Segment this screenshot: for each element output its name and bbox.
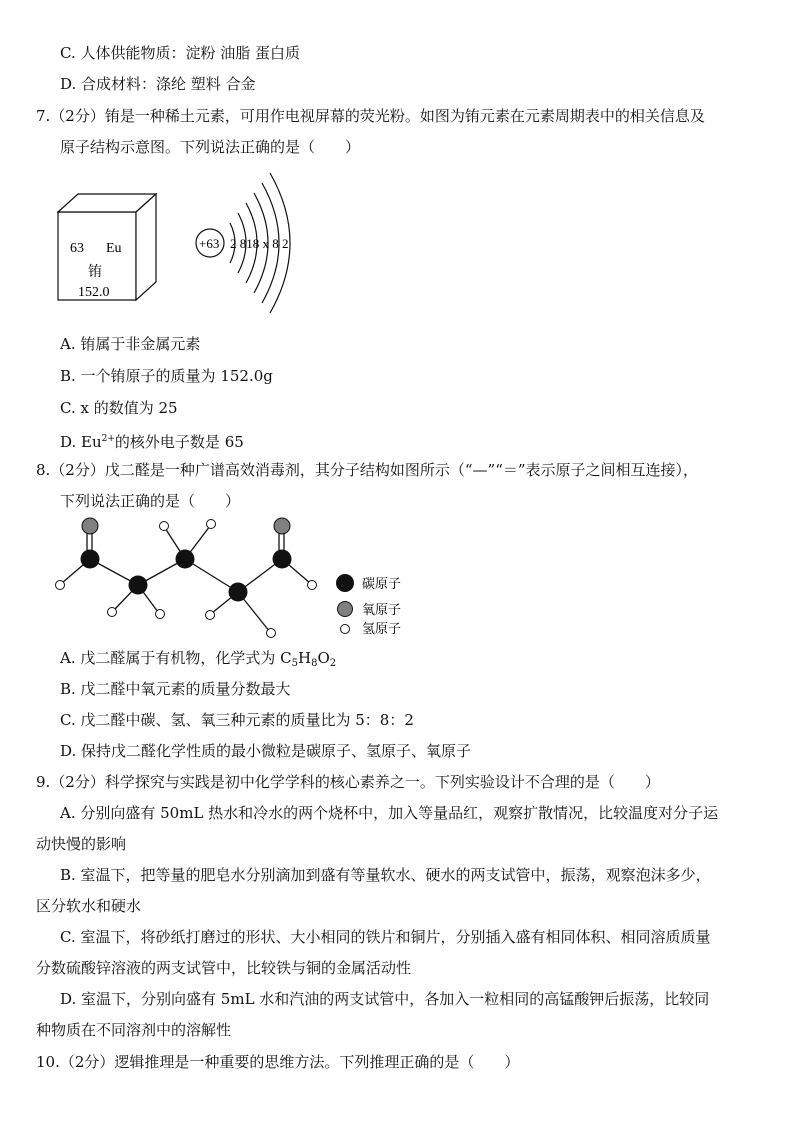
q8-option-b: B. 戊二醛中氧元素的质量分数最大 xyxy=(60,680,291,698)
q10-stem: 10.（2分）逻辑推理是一种重要的思维方法。下列推理正确的是（ ） xyxy=(36,1053,520,1071)
q9-option-b-line2: 区分软水和硬水 xyxy=(36,897,142,915)
q8-stem-line2: 下列说法正确的是（ ） xyxy=(60,492,241,510)
carbon-atom xyxy=(273,550,292,569)
oxygen-atom xyxy=(274,518,290,534)
q6-option-c: C. 人体供能物质：淀粉 油脂 蛋白质 xyxy=(60,44,301,62)
q8-option-c: C. 戊二醛中碳、氢、氧三种元素的质量比为 5：8：2 xyxy=(60,711,414,729)
q9-option-c-line1: C. 室温下，将砂纸打磨过的形状、大小相同的铁片和铜片，分别插入盛有相同体积、相同溶质质量 xyxy=(60,928,711,946)
hydrogen-atom xyxy=(108,608,117,617)
element-symbol: Eu xyxy=(106,241,122,256)
hydrogen-atom xyxy=(207,520,216,529)
q7-option-d: D. $Eu^{2+}$的核外电子数是 65 xyxy=(60,433,244,451)
hydrogen-atom xyxy=(267,629,276,638)
q7-stem-line2: 原子结构示意图。下列说法正确的是（ ） xyxy=(60,138,361,156)
legend-carbon-label: 碳原子 xyxy=(362,576,402,591)
nucleus-charge: +63 xyxy=(199,236,220,251)
q7-figure xyxy=(50,168,370,318)
q8-molecule-figure xyxy=(40,512,440,642)
hydrogen-atom xyxy=(160,522,169,531)
q9-option-b-line1: B. 室温下，把等量的肥皂水分别滴加到盛有等量软水、硬水的两支试管中，振荡，观察泡沫多少， xyxy=(60,866,711,884)
q9-option-a-line2: 动快慢的影响 xyxy=(36,835,127,853)
q7-option-c: C. x 的数值为 25 xyxy=(60,399,178,417)
element-mass: 152.0 xyxy=(78,285,110,300)
carbon-atom xyxy=(176,550,195,569)
q9-option-c-line2: 分数硫酸锌溶液的两支试管中，比较铁与铜的金属活动性 xyxy=(36,959,412,977)
q8-option-d: D. 保持戊二醛化学性质的最小微粒是碳原子、氢原子、氧原子 xyxy=(60,742,472,760)
q9-option-d-line2: 种物质在不同溶剂中的溶解性 xyxy=(36,1021,232,1039)
q9-option-d-line1: D. 室温下，分别向盛有 5mL 水和汽油的两支试管中，各加入一粒相同的高锰酸钾后振荡，比较同 xyxy=(60,990,710,1008)
q8-stem-line1: 8.（2分）戊二醛是一种广谱高效消毒剂，其分子结构如图所示（“—”“＝”表示原子之间相互连接）， xyxy=(36,461,699,479)
electron-shells: 2 818 x 8 2 xyxy=(230,236,289,251)
q6-option-d: D. 合成材料：涤纶 塑料 合金 xyxy=(60,75,256,93)
oxygen-atom xyxy=(82,518,98,534)
hydrogen-atom xyxy=(206,611,215,620)
q9-stem: 9.（2分）科学探究与实践是初中化学学科的核心素养之一。下列实验设计不合理的是（ ） xyxy=(36,773,660,791)
legend-carbon-marker xyxy=(336,574,354,592)
carbon-atom xyxy=(129,576,148,595)
hydrogen-atom xyxy=(156,610,165,619)
carbon-atom xyxy=(229,583,248,602)
element-name: 铕 xyxy=(88,265,102,280)
ion-charge: 2+ xyxy=(101,434,115,444)
q7-option-a: A. 铕属于非金属元素 xyxy=(60,335,201,353)
hydrogen-atom xyxy=(56,581,65,590)
element-atomic-number: 63 xyxy=(70,241,84,256)
element-card xyxy=(58,194,156,300)
q9-option-a-line1: A. 分别向盛有 50mL 热水和冷水的两个烧杯中，加入等量品红，观察扩散情况，比较温度对分子运 xyxy=(60,804,719,822)
q7-stem-line1: 7.（2分）铕是一种稀土元素，可用作电视屏幕的荧光粉。如图为铕元素在元素周期表中的相关信息及 xyxy=(36,107,705,125)
legend-oxygen-marker xyxy=(338,602,353,617)
molecule-legend xyxy=(336,574,401,636)
legend-oxygen-label: 氧原子 xyxy=(362,602,402,617)
molecule-bonds xyxy=(62,526,310,632)
q8-option-a: A. 戊二醛属于有机物，化学式为 $C_5H_8O_2$ xyxy=(60,649,337,669)
legend-hydrogen-marker xyxy=(341,625,350,634)
atom-structure-diagram xyxy=(196,173,290,313)
carbon-atom xyxy=(81,550,100,569)
hydrogen-atom xyxy=(308,581,317,590)
q7-option-b: B. 一个铕原子的质量为 152.0g xyxy=(60,367,273,385)
legend-hydrogen-label: 氢原子 xyxy=(362,621,402,636)
